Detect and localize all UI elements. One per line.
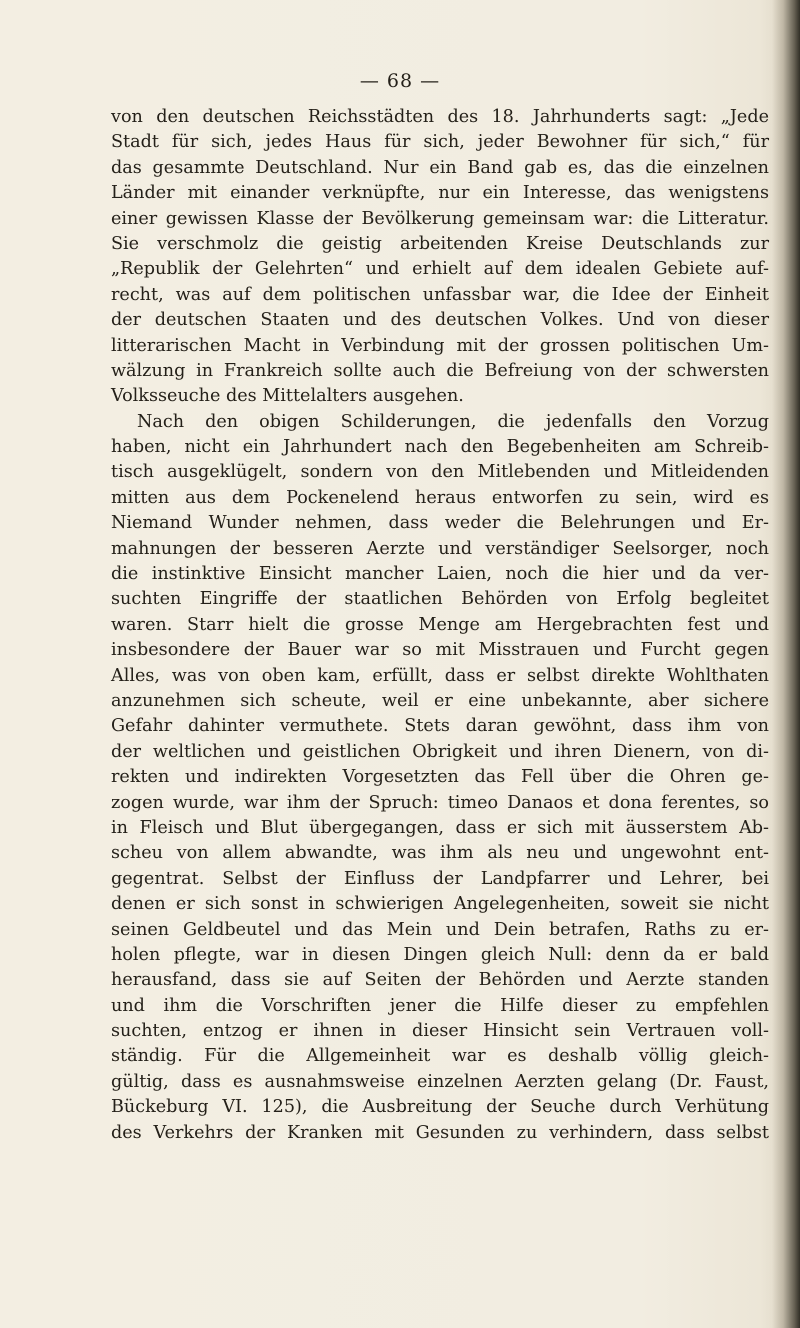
text-line: zogen wurde, war ihm der Spruch: timeo Danaos et dona ferentes, so (111, 792, 769, 813)
text-line: waren. Starr hielt die grosse Menge am Hergebrachten fest und (111, 614, 769, 635)
text-line: gegentrat. Selbst der Einfluss der Landpfarrer und Lehrer, bei (111, 868, 769, 889)
text-line: einer gewissen Klasse der Bevölkerung gemeinsam war: die Litteratur. (111, 208, 769, 229)
body-text (111, 105, 769, 1146)
text-line: haben, nicht ein Jahrhundert nach den Begebenheiten am Schreib- (111, 437, 769, 458)
text-line: tisch ausgeklügelt, sondern von den Mitlebenden und Mitleidenden (111, 462, 769, 483)
text-line: die instinktive Einsicht mancher Laien, noch die hier und da ver- (111, 564, 769, 585)
page-edge-shadow (772, 0, 800, 1328)
text-line: Länder mit einander verknüpfte, nur ein Interesse, das wenigstens (111, 183, 769, 204)
text-line: Bückeburg VI. 125), die Ausbreitung der Seuche durch Verhütung (111, 1097, 769, 1118)
page-number: — 68 — (359, 70, 441, 92)
text-line: recht, was auf dem politischen unfassbar war, die Idee der Einheit (111, 284, 769, 305)
text-line: Gefahr dahinter vermuthete. Stets daran gewöhnt, dass ihm von (111, 716, 769, 737)
text-line: der deutschen Staaten und des deutschen Volkes. Und von dieser (111, 310, 769, 331)
text-line: denen er sich sonst in schwierigen Angelegenheiten, soweit sie nicht (111, 894, 769, 915)
text-line: der weltlichen und geistlichen Obrigkeit und ihren Dienern, von di- (111, 741, 769, 762)
text-line: in Fleisch und Blut übergegangen, dass er sich mit äusserstem Ab- (111, 817, 769, 838)
text-line: suchten Eingriffe der staatlichen Behörden von Erfolg begleitet (111, 589, 769, 610)
text-line: von den deutschen Reichsstädten des 18. Jahrhunderts sagt: „Jede (111, 107, 769, 127)
text-line: mahnungen der besseren Aerzte und verständiger Seelsorger, noch (111, 538, 769, 559)
text-line: Stadt für sich, jedes Haus für sich, jeder Bewohner für sich,“ für (111, 132, 769, 153)
text-line: Sie verschmolz die geistig arbeitenden Kreise Deutschlands zur (111, 233, 769, 254)
text-line: rekten und indirekten Vorgesetzten das Fell über die Ohren ge- (111, 767, 769, 788)
text-line: Alles, was von oben kam, erfüllt, dass er selbst direkte Wohlthaten (111, 665, 769, 686)
text-line: Volksseuche des Mittelalters ausgehen. (111, 386, 464, 407)
text-line: des Verkehrs der Kranken mit Gesunden zu verhindern, dass selbst (111, 1122, 769, 1143)
text-line: ständig. Für die Allgemeinheit war es deshalb völlig gleich- (111, 1046, 769, 1067)
text-line: gültig, dass es ausnahmsweise einzelnen Aerzten gelang (Dr. Faust, (111, 1071, 769, 1092)
text-line: herausfand, dass sie auf Seiten der Behörden und Aerzte standen (111, 970, 769, 991)
text-line: insbesondere der Bauer war so mit Misstrauen und Furcht gegen (111, 640, 769, 661)
text-line: mitten aus dem Pockenelend heraus entworfen zu sein, wird es (111, 487, 769, 508)
text-line: Nach den obigen Schilderungen, die jedenfalls den Vorzug (137, 411, 769, 432)
text-line: und ihm die Vorschriften jener die Hilfe dieser zu empfehlen (111, 995, 769, 1016)
text-line: anzunehmen sich scheute, weil er eine unbekannte, aber sichere (111, 690, 769, 711)
text-line: scheu von allem abwandte, was ihm als neu und ungewohnt ent- (111, 843, 769, 864)
text-line: holen pflegte, war in diesen Dingen gleich Null: denn da er bald (111, 944, 769, 965)
text-line: das gesammte Deutschland. Nur ein Band gab es, das die einzelnen (111, 157, 769, 178)
text-line: suchten, entzog er ihnen in dieser Hinsicht sein Vertrauen voll- (111, 1021, 769, 1042)
text-line: „Republik der Gelehrten“ und erhielt auf dem idealen Gebiete auf- (111, 259, 769, 280)
text-line: seinen Geldbeutel und das Mein und Dein betrafen, Raths zu er- (111, 919, 769, 940)
text-line: wälzung in Frankreich sollte auch die Befreiung von der schwersten (111, 360, 769, 381)
text-line: Niemand Wunder nehmen, dass weder die Belehrungen und Er- (111, 513, 769, 534)
text-line: litterarischen Macht in Verbindung mit der grossen politischen Um- (111, 335, 769, 356)
